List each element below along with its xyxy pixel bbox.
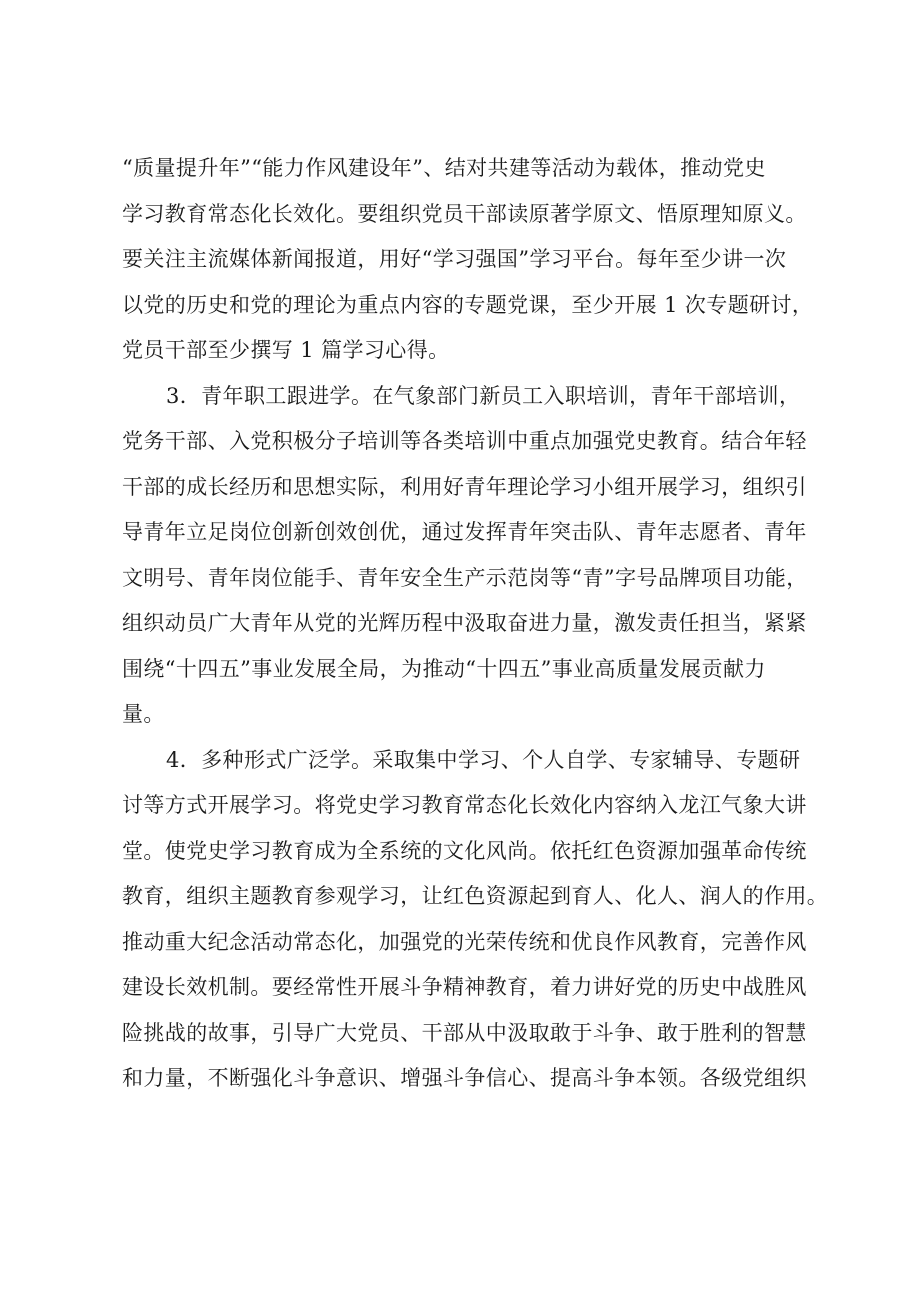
text-line: 围绕“十四五”事业发展全局，为推动“十四五”事业高质量发展贡献力 bbox=[122, 656, 766, 681]
text-line: 党务干部、入党积极分子培训等各类培训中重点加强党史教育。结合年轻 bbox=[122, 429, 807, 453]
text-line: 文明号、青年岗位能手、青年安全生产示范岗等“青”字号品牌项目功能， bbox=[122, 565, 808, 590]
text-line: 讨等方式开展学习。将党史学习教育常态化长效化内容纳入龙江气象大讲 bbox=[122, 793, 807, 817]
text-line: 量。 bbox=[122, 702, 165, 726]
text-line: 和力量，不断强化斗争意识、增强斗争信心、提高斗争本领。各级党组织 bbox=[122, 1066, 807, 1090]
text-line: 党员干部至少撰写 1 篇学习心得。 bbox=[122, 338, 450, 362]
text-line: 以党的历史和党的理论为重点内容的专题党课，至少开展 1 次专题研讨， bbox=[122, 292, 814, 317]
paragraph-various-forms bbox=[122, 738, 829, 1102]
document-body bbox=[122, 146, 829, 1102]
paragraph-youth-learning bbox=[122, 374, 822, 738]
text-line: 导青年立足岗位创新创效创优，通过发挥青年突击队、青年志愿者、青年 bbox=[122, 520, 807, 544]
text-line: 3．青年职工跟进学。在气象部门新员工入职培训，青年干部培训， bbox=[166, 383, 801, 408]
text-line: 堂。使党史学习教育成为全系统的文化风尚。依托红色资源加强革命传统 bbox=[122, 838, 807, 863]
text-line: 干部的成长经历和思想实际，利用好青年理论学习小组开展学习，组织引 bbox=[122, 474, 807, 499]
paragraph-continuation bbox=[122, 146, 822, 374]
text-line: 要关注主流媒体新闻报道，用好“学习强国”学习平台。每年至少讲一次 bbox=[122, 247, 787, 271]
text-line: 学习教育常态化长效化。要组织党员干部读原著学原文、悟原理知原义。 bbox=[122, 201, 807, 226]
text-line: 推动重大纪念活动常态化，加强党的光荣传统和优良作风教育，完善作风 bbox=[122, 929, 807, 954]
text-line: 组织动员广大青年从党的光辉历程中汲取奋进力量，激发责任担当，紧紧 bbox=[122, 611, 807, 635]
text-line: “质量提升年”“能力作风建设年”、结对共建等活动为载体，推动党史 bbox=[122, 156, 766, 180]
text-line: 4．多种形式广泛学。采取集中学习、个人自学、专家辅导、专题研 bbox=[166, 747, 801, 772]
text-line: 建设长效机制。要经常性开展斗争精神教育，着力讲好党的历史中战胜风 bbox=[122, 975, 807, 999]
text-line: 教育，组织主题教育参观学习，让红色资源起到育人、化人、润人的作用。 bbox=[122, 884, 829, 908]
text-line: 险挑战的故事，引导广大党员、干部从中汲取敢于斗争、敢于胜利的智慧 bbox=[122, 1020, 807, 1045]
